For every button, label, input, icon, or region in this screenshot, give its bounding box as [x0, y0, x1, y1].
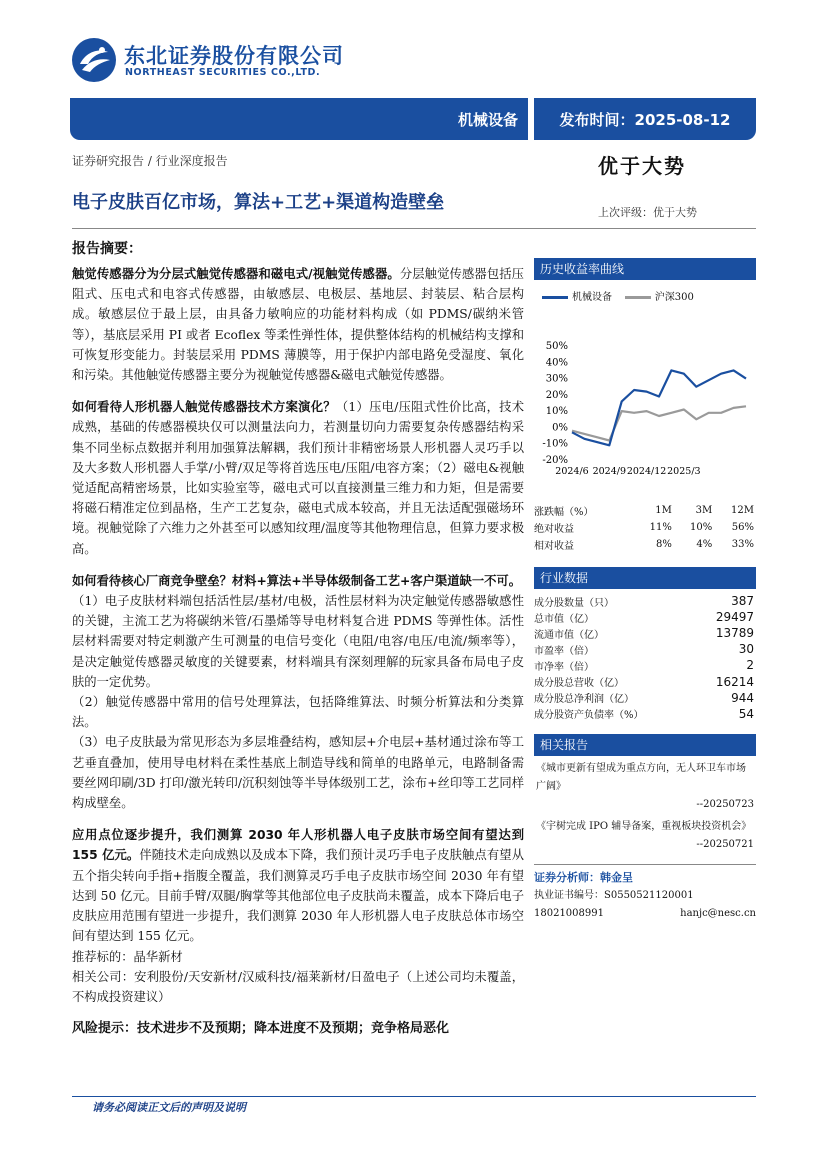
- publish-banner: [534, 98, 756, 140]
- industry-value: 29497: [715, 610, 754, 625]
- performance-table: [534, 502, 756, 553]
- footer-divider: [72, 1096, 756, 1097]
- x-tick-label: 2024/9: [592, 466, 626, 477]
- perf-value: 10%: [690, 522, 713, 533]
- summary-paragraph-3c: （3）电子皮肤最为常见形态为多层堆叠结构，感知层+介电层+基材通过涂布等工艺垂直叠加，使用导电材料在柔性基底上制造导线和简单的电路单元，电路制备需要丝网印刷/3D 打印/激光转印/沉积刻蚀等半导体级别工艺，涂布+丝印等工艺同样构成壁垒。: [72, 735, 524, 811]
- industry-row: [534, 673, 756, 689]
- x-tick-label: 2024/12: [626, 466, 667, 477]
- perf-value: 56%: [731, 522, 754, 533]
- legend-label-index: 沪深300: [654, 292, 694, 303]
- publish-date: 发布时间：2025-08-12: [559, 110, 731, 129]
- industry-value: 2: [746, 658, 754, 673]
- related-report-date: --20250723: [696, 798, 754, 810]
- analyst-email[interactable]: hanjc@nesc.cn: [680, 907, 756, 919]
- x-tick-label: 2025/3: [667, 466, 701, 477]
- performance-row-relative: [534, 536, 756, 553]
- perf-header-1m: 1M: [655, 505, 672, 516]
- summary-column: [72, 238, 524, 1036]
- chart-plot: [534, 280, 756, 480]
- x-tick-label: 2024/6: [555, 466, 589, 477]
- series-line-1: [572, 406, 746, 440]
- legend-swatch-sector: [542, 296, 568, 299]
- industry-label: 总市值（亿）: [534, 613, 594, 625]
- summary-paragraph-3a: （1）电子皮肤材料端包括活性层/基材/电极，活性层材料为决定触觉传感器敏感性的关键，主流工艺为将碳纳米管/石墨烯等导电材料复合进 PDMS 等弹性体。活性层材料需要对特定刺激产生可测量的电信号变化（电阻/电容/电压/电流/频率等），是决定触觉传感器灵敏度的关键要素，材料端具有深刻理解的玩家具备布局电子皮肤的一定优势。: [72, 594, 524, 689]
- paragraph-4-heading: 应用点位逐步提升，我们测算 2030 年人形机器人电子皮肤市场空间有望达到 155 亿元。: [72, 828, 524, 863]
- y-tick-label: -10%: [542, 438, 568, 450]
- risk-warning: 风险提示：技术进步不及预期；降本进度不及预期；竞争格局恶化: [72, 1021, 450, 1037]
- sector-banner: [70, 98, 528, 140]
- return-chart: [534, 280, 756, 480]
- perf-header-label: 涨跌幅（%）: [534, 507, 594, 518]
- related-report-item[interactable]: [534, 756, 756, 814]
- rating: 优于大势: [598, 154, 686, 178]
- perf-header-3m: 3M: [695, 505, 713, 516]
- legend-swatch-index: [625, 296, 651, 299]
- industry-value: 54: [738, 706, 754, 721]
- logo-icon: [72, 38, 116, 82]
- y-tick-label: 0%: [552, 422, 568, 434]
- industry-row: [534, 657, 756, 673]
- industry-row: [534, 690, 756, 706]
- related-companies: 相关公司：安利股份/天安新材/汉威科技/福莱新材/日盈电子（上述公司均未覆盖，不构成投资建议）: [72, 969, 524, 1004]
- paragraph-2-heading: 如何看待人形机器人触觉传感器技术方案演化？: [72, 400, 336, 415]
- chart-legend: [542, 288, 694, 303]
- industry-value: 30: [738, 642, 754, 657]
- related-report-title[interactable]: 《城市更新有望成为重点方向，无人环卫车市场广阔》: [536, 762, 746, 792]
- performance-row-absolute: [534, 519, 756, 536]
- y-tick-label: -20%: [542, 455, 568, 466]
- y-tick-label: 10%: [545, 406, 568, 418]
- series-line-0: [572, 370, 746, 445]
- summary-label: 报告摘要：: [72, 241, 142, 257]
- industry-table: [534, 593, 756, 722]
- y-tick-label: 20%: [545, 389, 568, 401]
- breadcrumb: 证券研究报告 / 行业深度报告: [72, 154, 228, 168]
- company-name-cn: 东北证券股份有限公司: [124, 44, 344, 68]
- industry-label: 成分股总营收（亿）: [534, 678, 624, 690]
- previous-rating: 上次评级：优于大势: [598, 206, 697, 219]
- industry-value: 16214: [715, 674, 754, 689]
- industry-label: 市净率（倍）: [534, 661, 594, 673]
- performance-header-row: [534, 502, 756, 519]
- industry-label: 流通市值（亿）: [534, 629, 604, 641]
- perf-value: 4%: [696, 539, 713, 550]
- industry-value: 13789: [715, 626, 754, 641]
- paragraph-3-heading: 如何看待核心厂商竞争壁垒？材料+算法+半导体级制备工艺+客户渠道缺一不可。: [72, 573, 522, 588]
- industry-value: 944: [731, 690, 754, 705]
- y-tick-label: 40%: [545, 357, 568, 369]
- summary-paragraph-4: [72, 825, 524, 946]
- perf-value: 11%: [649, 522, 672, 533]
- footer-disclaimer: 请务必阅读正文后的声明及说明: [92, 1101, 246, 1114]
- related-reports-title: 相关报告: [534, 734, 756, 756]
- analyst-name: 证券分析师：韩金呈: [534, 870, 633, 884]
- industry-section-title: 行业数据: [534, 567, 756, 589]
- summary-paragraph-1: [72, 264, 524, 385]
- sector-label: 机械设备: [457, 110, 518, 129]
- industry-label: 成分股数量（只）: [534, 597, 614, 609]
- analyst-divider: [534, 864, 756, 865]
- sidebar-column: [534, 258, 756, 923]
- company-name-en: NORTHEAST SECURITIES CO.,LTD.: [125, 67, 321, 78]
- report-title: 电子皮肤百亿市场，算法+工艺+渠道构造壁垒: [72, 192, 445, 213]
- perf-label: 相对收益: [534, 541, 574, 552]
- perf-value: 8%: [655, 539, 672, 550]
- analyst-block: [534, 869, 756, 923]
- industry-row: [534, 609, 756, 625]
- company-logo: [72, 38, 372, 88]
- related-report-item[interactable]: [534, 814, 756, 854]
- summary-paragraph-3-heading: [72, 571, 524, 591]
- related-report-date: --20250721: [696, 838, 754, 850]
- y-tick-label: 30%: [545, 373, 568, 385]
- paragraph-4-body: 伴随技术走向成熟以及成本下降，我们预计灵巧手电子皮肤触点有望从五个指尖转向手指+指腹全覆盖，我们测算灵巧手电子皮肤市场空间 2030 年有望达到 50 亿元。目前手臂/双腿/胸掌等其他部位电子皮肤尚未覆盖，成本下降后电子皮肤应用范围有望进一步提升，我们测算 2030 年人形机器人电子皮肤总体市场空间有望达到 155 亿元。: [72, 848, 524, 944]
- industry-row: [534, 593, 756, 609]
- perf-label: 绝对收益: [534, 524, 574, 535]
- industry-label: 成分股资产负债率（%）: [534, 710, 644, 722]
- paragraph-2-body: （1）压电/压阻式性价比高，技术成熟，基础的传感器模块仅可以测量法向力，若测量切向力需要复杂传感器结构采集不同坐标点数据并利用加强算法解耦，我们预计非精密场景人形机器人灵巧手以及大多数人形机器人手掌/小臂/双足等将首选压电/压阻/电容方案；（2）磁电&视触觉适配高精密场景，比如实验室等，磁电式可以直接测量三维力和力矩，但是需要将磁石精准定位到晶格，生产工艺复杂，磁电式成本较高，并且无法适配强磁场环境。视触觉除了六维力之外甚至可以感知纹理/温度等其他物理信息，但算力要求极高。: [72, 400, 524, 556]
- related-report-title[interactable]: 《宇树完成 IPO 辅导备案，重视板块投资机会》: [536, 820, 752, 832]
- chart-section-title: 历史收益率曲线: [534, 258, 756, 280]
- analyst-license: 执业证书编号：S0550521120001: [534, 889, 694, 901]
- analyst-phone: 18021008991: [534, 907, 604, 919]
- industry-label: 成分股总净利润（亿）: [534, 694, 634, 706]
- recommended-stock: 推荐标的：晶华新材: [72, 949, 183, 964]
- perf-value: 33%: [731, 539, 754, 550]
- perf-header-12m: 12M: [731, 505, 754, 516]
- paragraph-1-body: 分层触觉传感器包括压阻式、压电式和电容式传感器，由敏感层、电极层、基地层、封装层、粘合层构成。敏感层位于最上层，由具备力敏响应的功能材料构成（如 PDMS/碳纳米管等），基底层采用 PI 或者 Ecoflex 等柔性弹性体，提供整体结构的机械结构支撑和可恢复形变能力。封装层采用 PDMS 薄膜等，用于保护内部电路免受湿度、氧化和污染。其他触觉传感器主要分为视触觉传感器&磁电式触觉传感器。: [72, 267, 524, 383]
- paragraph-1-heading: 触觉传感器分为分层式触觉传感器和磁电式/视触觉传感器。: [72, 267, 400, 281]
- industry-row: [534, 706, 756, 722]
- y-tick-label: 50%: [545, 341, 568, 352]
- industry-label: 市盈率（倍）: [534, 645, 594, 657]
- summary-paragraph-2: [72, 397, 524, 559]
- title-divider: [72, 228, 756, 229]
- industry-value: 387: [731, 594, 754, 609]
- summary-paragraph-3b: （2）触觉传感器中常用的信号处理算法，包括降维算法、时频分析算法和分类算法。: [72, 695, 524, 730]
- industry-row: [534, 625, 756, 641]
- industry-row: [534, 641, 756, 657]
- legend-label-sector: 机械设备: [572, 292, 612, 303]
